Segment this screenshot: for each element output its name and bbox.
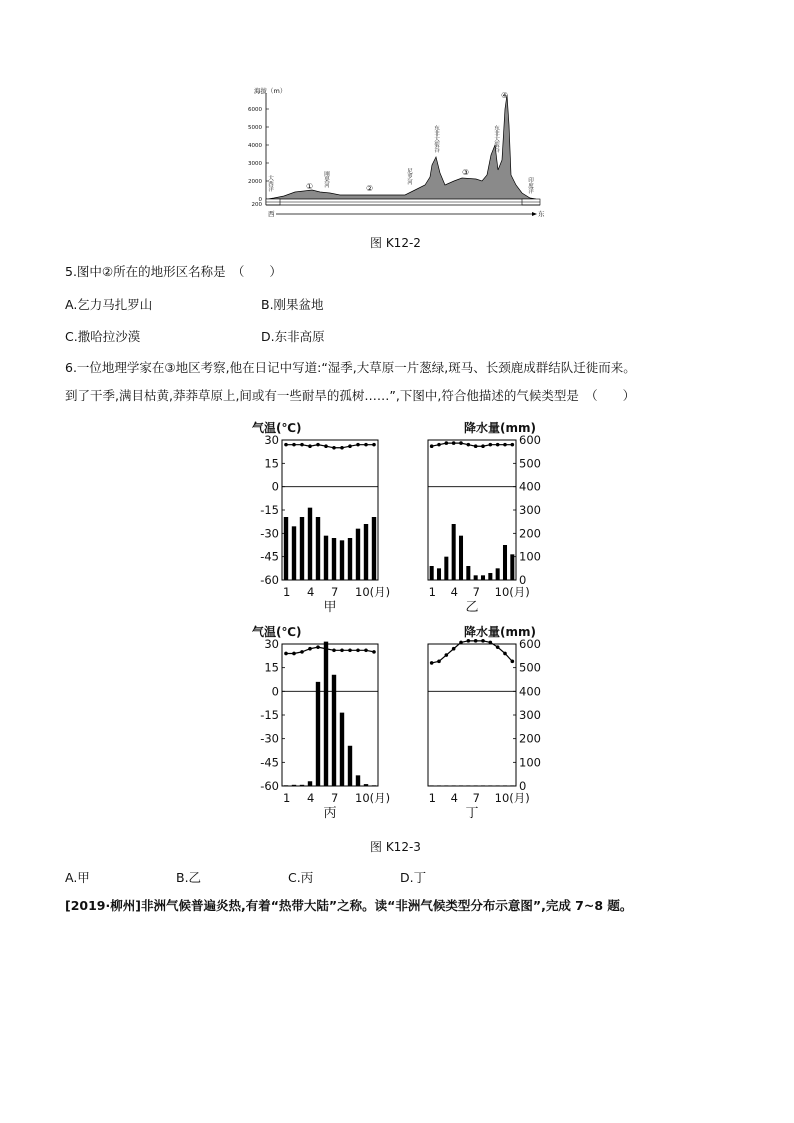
- chart-1-temp-point-6: [467, 443, 471, 447]
- chart-2-bar-8: [340, 713, 344, 786]
- chart-2-temp-point-9: [348, 649, 352, 653]
- chart-3-temp-point-9: [489, 641, 493, 645]
- chart-0-temp-point-7: [332, 446, 336, 450]
- section-intro: [2019·柳州]非洲气候普遍炎热,有着“热带大陆”之称。读“非洲气候类型分布示意图”,完成 7~8 题。: [65, 898, 633, 913]
- chart-3-xlabel-0: 1: [428, 791, 436, 805]
- chart-2-temp-point-2: [292, 652, 296, 656]
- chart-0-temp-point-5: [316, 443, 320, 447]
- chart-1-xlabel-2: 7: [472, 585, 480, 599]
- chart-0-temp-tick-5: -45: [260, 549, 279, 564]
- q6-option-c[interactable]: C.丙: [288, 870, 314, 885]
- terrain-profile: [240, 85, 560, 220]
- chart-0-temp-point-2: [292, 443, 296, 447]
- chart-1-temp-point-5: [459, 441, 463, 445]
- chart-0-bar-9: [348, 538, 352, 580]
- q6-option-d[interactable]: D.丁: [400, 870, 427, 885]
- chart-3-precip-tick-4: 200: [519, 731, 541, 746]
- chart-3-temp-point-12: [511, 660, 515, 664]
- chart-0-temp-point-1: [284, 443, 288, 447]
- chart-0-bar-8: [340, 540, 344, 580]
- chart-0-temp-point-10: [356, 443, 360, 447]
- chart-2-temp-line: [286, 647, 374, 653]
- chart-1-precip-tick-2: 400: [519, 479, 541, 494]
- chart-2-bar-12: [372, 785, 376, 786]
- marker-1: ①: [306, 182, 314, 191]
- chart-3-bar-11: [503, 785, 507, 786]
- chart-0-bar-1: [284, 517, 288, 580]
- chart-1-name: 乙: [465, 600, 479, 615]
- chart-1-bar-10: [496, 568, 500, 580]
- chart-2-bar-9: [348, 746, 352, 786]
- chart-3-xlabel-2: 7: [472, 791, 480, 805]
- chart-1-bar-6: [466, 566, 470, 580]
- chart-0-title-left: 气温(℃): [252, 421, 302, 435]
- marker-2: ②: [366, 184, 374, 193]
- chart-0-bar-10: [356, 529, 360, 580]
- chart-0-bar-6: [324, 536, 328, 580]
- chart-0-temp-tick-3: -15: [260, 503, 279, 517]
- chart-0-bar-12: [372, 517, 376, 580]
- chart-3-precip-tick-0: 600: [519, 637, 541, 651]
- chart-1-temp-point-8: [481, 444, 485, 448]
- ytick-5000: 5000: [248, 125, 262, 131]
- chart-0-temp-point-12: [372, 443, 376, 447]
- chart-3-temp-point-8: [481, 639, 485, 643]
- chart-2-name: 丙: [323, 806, 337, 821]
- chart-0-xlabel-2: 7: [331, 585, 339, 599]
- chart-0-xlabel-3: 10(月): [355, 585, 391, 599]
- chart-3-temp-point-11: [503, 652, 507, 656]
- chart-0-bar-5: [316, 517, 320, 580]
- chart-2-temp-point-8: [340, 649, 344, 653]
- chart-3-temp-point-4: [452, 647, 456, 651]
- chart-1-bar-5: [459, 536, 463, 580]
- chart-3-bar-6: [466, 785, 470, 786]
- q6-line-2: 到了干季,满目枯黄,莽莽草原上,间或有一些耐旱的孤树……”,下图中,符合他描述的气候类型是 （ ）: [65, 388, 636, 403]
- chart-1-precip-tick-4: 200: [519, 526, 541, 541]
- chart-0-xlabel-0: 1: [283, 585, 291, 599]
- chart-2-temp-point-7: [332, 649, 336, 653]
- chart-0-bar-3: [300, 517, 304, 580]
- chart-1-bar-2: [437, 568, 441, 580]
- chart-1-xlabel-0: 1: [428, 585, 436, 599]
- ytick-0: 0: [258, 197, 262, 203]
- chart-1-temp-point-9: [489, 443, 493, 447]
- chart-1-precip-tick-0: 600: [519, 433, 541, 447]
- climate-charts: [240, 412, 560, 827]
- ytick-4000: 4000: [248, 143, 262, 149]
- chart-1-temp-point-2: [437, 443, 441, 447]
- q5-stem: 5.图中②所在的地形区名称是 （ ）: [65, 264, 282, 279]
- chart-1-temp-point-12: [511, 443, 515, 447]
- scale-label: 200: [251, 202, 262, 208]
- chart-3-name: 丁: [465, 806, 479, 821]
- chart-2-temp-tick-4: -30: [260, 731, 279, 746]
- chart-2-temp-point-10: [356, 649, 360, 653]
- chart-3-bar-9: [488, 785, 492, 786]
- chart-3-precip-tick-3: 300: [519, 708, 541, 722]
- chart-3-bar-1: [430, 785, 434, 786]
- profile-ylabel: 海拔（m）: [254, 87, 287, 95]
- chart-2-temp-point-12: [372, 650, 376, 654]
- chart-2-temp-point-1: [284, 652, 288, 656]
- east-label: 东: [538, 210, 545, 218]
- q5-option-c[interactable]: C.撒哈拉沙漠: [65, 329, 141, 344]
- chart-0-temp-point-3: [300, 443, 304, 447]
- chart-1-temp-point-1: [430, 444, 434, 448]
- chart-1-temp-line: [432, 443, 513, 446]
- chart-3-title-right: 降水量(mm): [464, 625, 536, 639]
- chart-3-bar-10: [496, 785, 500, 786]
- chart-2-bar-6: [324, 642, 328, 786]
- chart-0-temp-point-8: [340, 446, 344, 450]
- marker-3: ③: [462, 168, 470, 177]
- chart-3-bar-2: [437, 785, 441, 786]
- chart-3-temp-point-10: [496, 645, 500, 649]
- chart-3-precip-tick-1: 500: [519, 660, 541, 675]
- chart-3-bar-4: [452, 785, 456, 786]
- chart-3-xlabel-3: 10(月): [494, 791, 530, 805]
- chart-0-bar-7: [332, 538, 336, 580]
- chart-2-temp-tick-6: -60: [260, 779, 279, 793]
- q5-option-d[interactable]: D.东非高原: [261, 329, 325, 344]
- chart-1-bar-3: [444, 557, 448, 580]
- chart-0-frame: [282, 440, 378, 580]
- chart-2-bar-1: [284, 785, 288, 786]
- chart-1-frame: [428, 440, 516, 580]
- chart-3-temp-point-5: [459, 641, 463, 645]
- chart-1-bar-8: [481, 575, 485, 580]
- chart-1-precip-tick-6: 0: [519, 573, 527, 587]
- chart-2-xlabel-2: 7: [331, 791, 339, 805]
- chart-0-temp-tick-0: 30: [264, 433, 279, 447]
- chart-2-temp-tick-2: 0: [271, 684, 279, 699]
- profile-yticks: [248, 107, 263, 208]
- chart-0-bar-11: [364, 524, 368, 580]
- chart-2-bar-11: [364, 784, 368, 786]
- chart-2-temp-point-4: [308, 647, 312, 651]
- label-atlantic: 大西洋: [267, 175, 273, 192]
- chart-2-xlabel-1: 4: [307, 791, 315, 805]
- chart-2-temp-tick-5: -45: [260, 755, 279, 770]
- chart-3-precip-tick-6: 0: [519, 779, 527, 793]
- q5-option-a[interactable]: A.乞力马扎罗山: [65, 297, 153, 312]
- chart-0-temp-point-6: [324, 444, 328, 448]
- label-nile: 尼罗河: [406, 168, 412, 185]
- q6-option-b[interactable]: B.乙: [176, 870, 202, 885]
- chart-3-bar-3: [444, 785, 448, 786]
- chart-1-xlabel-3: 10(月): [494, 585, 530, 599]
- chart-2-bar-10: [356, 775, 360, 786]
- chart-3-temp-point-2: [437, 660, 441, 664]
- chart-3-temp-point-6: [467, 639, 471, 643]
- chart-3-xlabel-1: 4: [450, 791, 458, 805]
- chart-2-temp-point-5: [316, 645, 320, 649]
- chart-1-bar-12: [510, 554, 514, 580]
- chart-2-frame: [282, 644, 378, 786]
- chart-2-bar-7: [332, 675, 336, 786]
- chart-0-temp-line: [286, 445, 374, 448]
- chart-1-precip-tick-3: 300: [519, 503, 541, 517]
- profile-caption: 图 K12-2: [370, 236, 421, 250]
- chart-0-temp-point-11: [364, 443, 368, 447]
- ytick-6000: 6000: [248, 107, 262, 113]
- chart-2-bar-5: [316, 682, 320, 786]
- chart-1-bar-4: [452, 524, 456, 580]
- chart-0-xlabel-1: 4: [307, 585, 315, 599]
- q5-option-b[interactable]: B.刚果盆地: [261, 297, 324, 312]
- q6-option-a[interactable]: A.甲: [65, 870, 90, 885]
- chart-2-bar-4: [308, 781, 312, 786]
- chart-0-temp-tick-6: -60: [260, 573, 279, 587]
- label-rift-1: 东非大裂谷: [433, 125, 439, 153]
- chart-1-precip-tick-5: 100: [519, 549, 541, 564]
- chart-1-bar-11: [503, 545, 507, 580]
- chart-2-temp-point-11: [364, 649, 368, 653]
- chart-1-bar-7: [474, 575, 478, 580]
- q6-line-1: 6.一位地理学家在③地区考察,他在日记中写道:“湿季,大草原一片葱绿,斑马、长颈鹿成群结队迁徙而来。: [65, 360, 636, 375]
- chart-1-temp-point-11: [503, 443, 507, 447]
- chart-0-bar-2: [292, 526, 296, 580]
- climate-caption: 图 K12-3: [370, 840, 421, 854]
- chart-2-bar-3: [300, 785, 304, 786]
- chart-3-temp-point-7: [474, 639, 478, 643]
- chart-3-bar-5: [459, 785, 463, 786]
- ytick-3000: 3000: [248, 161, 262, 167]
- label-congo-river: 刚果河: [323, 171, 329, 188]
- chart-0-temp-tick-4: -30: [260, 526, 279, 541]
- chart-2-title-left: 气温(℃): [252, 625, 302, 639]
- chart-3-temp-point-3: [445, 653, 449, 657]
- marker-4: ④: [501, 91, 509, 100]
- chart-1-temp-point-4: [452, 441, 456, 445]
- chart-2-temp-tick-1: 15: [264, 660, 279, 675]
- chart-3-temp-point-1: [430, 661, 434, 665]
- chart-3-bar-12: [510, 785, 514, 786]
- chart-1-temp-point-3: [445, 441, 449, 445]
- chart-2-temp-tick-0: 30: [264, 637, 279, 651]
- chart-1-bar-9: [488, 573, 492, 580]
- chart-2-xlabel-0: 1: [283, 791, 291, 805]
- chart-1-xlabel-1: 4: [450, 585, 458, 599]
- chart-1-title-right: 降水量(mm): [464, 421, 536, 435]
- label-indian-ocean: 印度洋: [527, 177, 533, 194]
- chart-0-temp-point-9: [348, 444, 352, 448]
- chart-1-precip-tick-1: 500: [519, 456, 541, 471]
- chart-1-bar-1: [430, 566, 434, 580]
- chart-0-bar-4: [308, 508, 312, 580]
- label-rift-2: 东非大裂谷: [493, 125, 499, 153]
- west-label: 西: [268, 210, 275, 218]
- chart-0-temp-tick-1: 15: [264, 456, 279, 471]
- chart-2-bar-2: [292, 785, 296, 786]
- chart-3-frame: [428, 644, 516, 786]
- chart-2-xlabel-3: 10(月): [355, 791, 391, 805]
- chart-3-precip-tick-5: 100: [519, 755, 541, 770]
- chart-2-temp-point-6: [324, 647, 328, 651]
- chart-3-bar-8: [481, 785, 485, 786]
- ytick-2000: 2000: [248, 179, 262, 185]
- chart-0-temp-point-4: [308, 444, 312, 448]
- chart-1-temp-point-7: [474, 444, 478, 448]
- chart-2-temp-tick-3: -15: [260, 708, 279, 722]
- chart-0-name: 甲: [323, 600, 337, 615]
- chart-1-temp-point-10: [496, 443, 500, 447]
- chart-3-bar-7: [474, 785, 478, 786]
- chart-2-temp-point-3: [300, 650, 304, 654]
- chart-3-precip-tick-2: 400: [519, 684, 541, 699]
- chart-0-temp-tick-2: 0: [271, 479, 279, 494]
